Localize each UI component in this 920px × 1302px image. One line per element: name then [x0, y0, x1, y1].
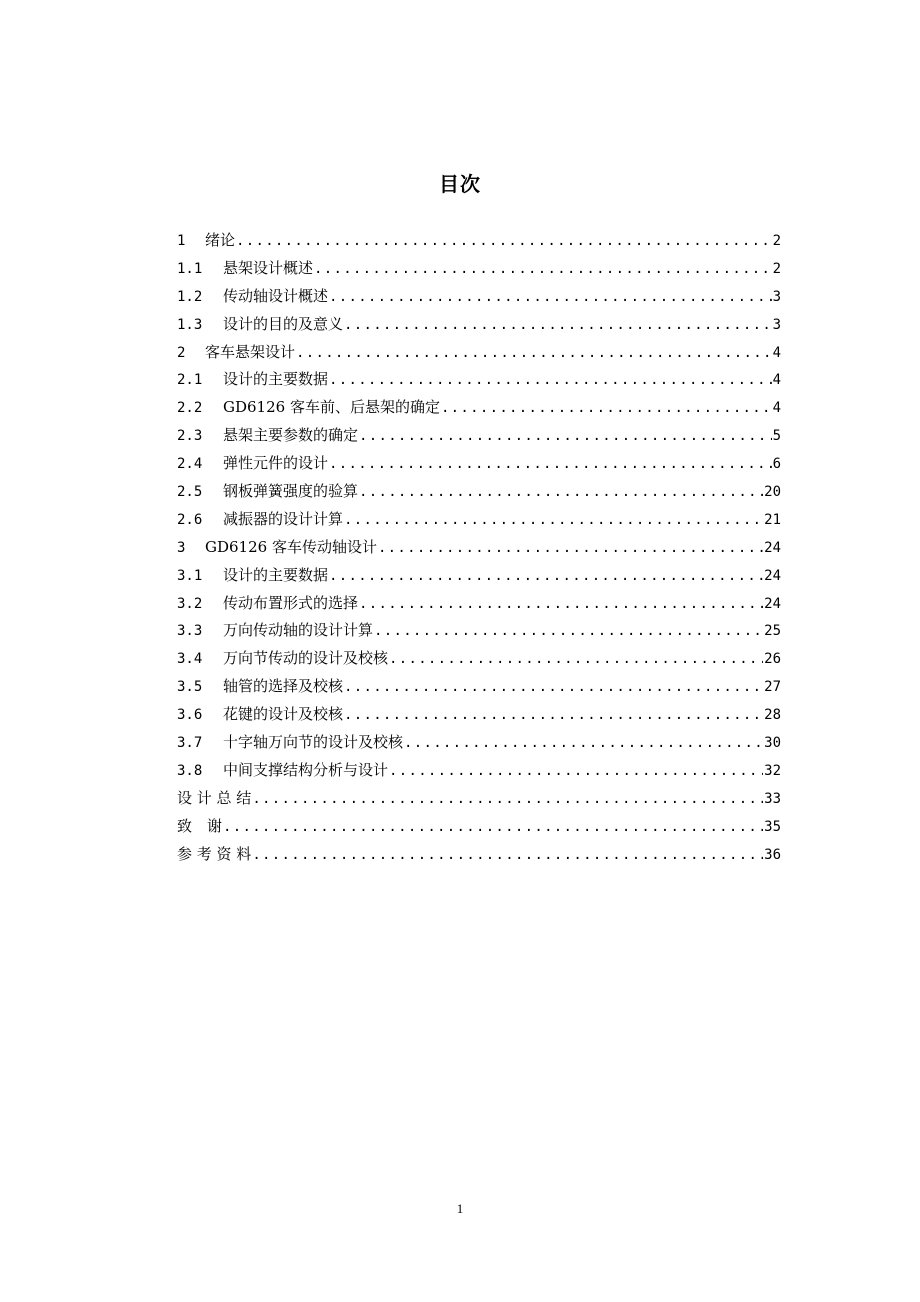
toc-entry-label: 致 谢	[177, 816, 223, 835]
toc-leader-dots	[359, 591, 763, 619]
toc-leader-dots	[344, 312, 772, 340]
toc-leader-dots	[389, 646, 763, 674]
toc-entry-page: 3	[772, 288, 781, 305]
toc-entry-label: 客车悬架设计	[205, 342, 296, 361]
toc-entry-page: 35	[764, 818, 781, 835]
toc-entry-number: 3.8	[177, 762, 203, 779]
toc-entry-label: 传动轴设计概述	[223, 286, 329, 305]
toc-entry[interactable]	[177, 506, 781, 534]
toc-leader-dots	[389, 758, 763, 786]
toc-leader-dots	[344, 674, 763, 702]
toc-leader-dots	[404, 730, 763, 758]
toc-entry-page: 2	[772, 233, 781, 249]
toc-entry-number: 3.1	[177, 567, 203, 584]
toc-entry[interactable]	[177, 366, 781, 394]
toc-entry-label: 传动布置形式的选择	[223, 593, 359, 612]
toc-entry[interactable]	[177, 394, 781, 422]
toc-entry-page: 4	[772, 344, 781, 361]
toc-entry-label: 花键的设计及校核	[223, 705, 344, 724]
toc-leader-dots	[359, 423, 772, 451]
toc-entry-label: GD6126 客车前、后悬架的确定	[223, 398, 440, 417]
toc-leader-dots	[329, 367, 772, 395]
toc-leader-dots	[359, 479, 763, 507]
toc-leader-dots	[374, 618, 763, 646]
toc-entry-page: 3	[772, 316, 781, 333]
toc-leader-dots	[223, 814, 763, 842]
toc-entry-number: 1.2	[177, 288, 203, 305]
toc-leader-dots	[344, 702, 763, 730]
toc-leader-dots	[236, 228, 772, 256]
toc-entry-page: 33	[764, 790, 781, 807]
toc-entry-page: 30	[764, 735, 781, 752]
toc-entry[interactable]	[177, 255, 781, 283]
toc-leader-dots	[329, 451, 772, 479]
toc-entry-page: 24	[764, 595, 781, 612]
toc-entry-page: 32	[764, 762, 781, 779]
toc-leader-dots	[329, 284, 772, 312]
toc-entry-page: 36	[764, 846, 781, 863]
toc-entry-number: 2.1	[177, 372, 203, 389]
toc-entry[interactable]	[177, 813, 781, 841]
toc-entry-number: 2.5	[177, 484, 203, 501]
toc-entry-number: 3.6	[177, 707, 203, 724]
toc-entry[interactable]	[177, 617, 781, 645]
toc-entry-page: 28	[764, 707, 781, 724]
toc-entry[interactable]	[177, 701, 781, 729]
toc-leader-dots	[252, 842, 763, 870]
toc-leader-dots	[329, 563, 763, 591]
toc-entry[interactable]	[177, 841, 781, 869]
toc-entry-label: 设 计 总 结	[177, 788, 252, 807]
toc-entry-page: 4	[772, 400, 781, 417]
toc-entry-page: 5	[772, 428, 781, 445]
toc-entry[interactable]	[177, 673, 781, 701]
toc-entry-number: 3.4	[177, 651, 203, 668]
toc-entry-page: 21	[764, 511, 781, 528]
toc-entry-number: 1.1	[177, 260, 203, 277]
toc-entry-label: 弹性元件的设计	[223, 454, 329, 473]
toc-entry-number: 2.2	[177, 400, 203, 417]
toc-entry-number: 3.5	[177, 679, 203, 696]
toc-entry-page: 4	[772, 372, 781, 389]
toc-entry[interactable]	[177, 534, 781, 562]
toc-entry[interactable]	[177, 478, 781, 506]
toc-entry-page: 20	[764, 484, 781, 501]
toc-entry-page: 6	[772, 456, 781, 473]
toc-entry-label: 轴管的选择及校核	[223, 677, 344, 696]
page-number-footer: 1	[456, 1201, 464, 1216]
toc-leader-dots	[296, 340, 772, 368]
toc-entry-number: 3	[177, 539, 186, 556]
toc-entry-label: 减振器的设计计算	[223, 509, 344, 528]
toc-entry-label: 万向传动轴的设计计算	[223, 621, 374, 640]
toc-leader-dots	[378, 535, 763, 563]
toc-entry[interactable]	[177, 785, 781, 813]
toc-entry-page: 26	[764, 651, 781, 668]
toc-entry-number: 3.3	[177, 623, 203, 640]
toc-entry-label: 设计的主要数据	[223, 370, 329, 389]
toc-entry[interactable]	[177, 422, 781, 450]
toc-entry-number: 2	[177, 344, 186, 361]
toc-entry-number: 3.7	[177, 735, 203, 752]
toc-entry[interactable]	[177, 729, 781, 757]
toc-entry-label: 悬架主要参数的确定	[223, 426, 359, 445]
toc-entry-label: 钢板弹簧强度的验算	[223, 482, 359, 501]
toc-entry-page: 24	[764, 539, 781, 556]
toc-entry[interactable]	[177, 450, 781, 478]
toc-entry-number: 2.3	[177, 428, 203, 445]
toc-leader-dots	[314, 256, 772, 284]
toc-leader-dots	[441, 395, 772, 423]
toc-entry-label: 万向节传动的设计及校核	[223, 649, 389, 668]
toc-entry[interactable]	[177, 311, 781, 339]
page-title: 目次	[439, 172, 481, 196]
toc-entry-number: 3.2	[177, 595, 203, 612]
toc-entry-label: 设计的目的及意义	[223, 314, 344, 333]
toc-entry-label: 中间支撑结构分析与设计	[223, 760, 389, 779]
toc-leader-dots	[252, 786, 763, 814]
toc-entry[interactable]	[177, 339, 781, 367]
toc-entry-number: 1.3	[177, 316, 203, 333]
toc-entry[interactable]	[177, 645, 781, 673]
toc-leader-dots	[344, 507, 763, 535]
toc-entry[interactable]	[177, 562, 781, 590]
toc-entry[interactable]	[177, 227, 781, 255]
toc-entry[interactable]	[177, 757, 781, 785]
toc-entry-number: 2.6	[177, 511, 203, 528]
toc-entry-page: 27	[764, 679, 781, 696]
toc-entry-page: 25	[764, 623, 781, 640]
table-of-contents	[177, 227, 781, 868]
toc-entry-page: 24	[764, 567, 781, 584]
toc-entry-number: 2.4	[177, 456, 203, 473]
toc-entry-label: GD6126 客车传动轴设计	[205, 537, 377, 556]
toc-entry[interactable]	[177, 590, 781, 618]
toc-entry-label: 绪论	[205, 231, 236, 249]
toc-entry-label: 参 考 资 料	[177, 844, 252, 863]
toc-entry-number: 1	[177, 233, 186, 249]
toc-entry-label: 悬架设计概述	[223, 258, 314, 277]
toc-entry-page: 2	[772, 260, 781, 277]
toc-entry[interactable]	[177, 283, 781, 311]
toc-entry-label: 设计的主要数据	[223, 565, 329, 584]
toc-entry-label: 十字轴万向节的设计及校核	[223, 733, 404, 752]
